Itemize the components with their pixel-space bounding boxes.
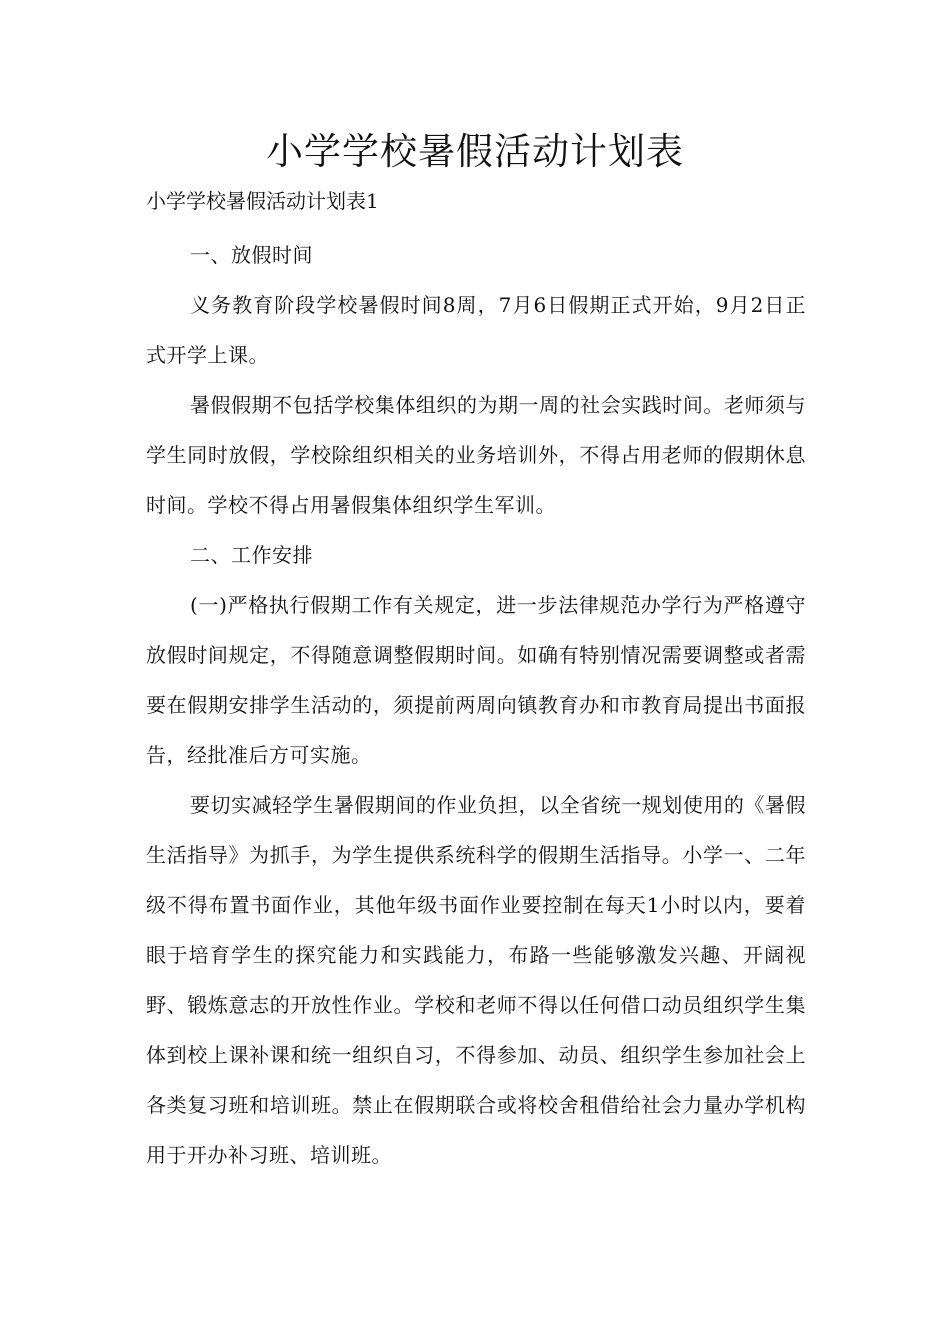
section-heading-work-arrangement: 二、工作安排 [190,543,313,567]
document-title: 小学学校暑假活动计划表 [266,130,684,173]
document-subtitle: 小学学校暑假活动计划表1 [146,189,379,213]
paragraph-homework-burden: 要切实减轻学生暑假期间的作业负担，以全省统一规划使用的《暑假生活指导》为抓手，为学生提供系统科学的假期生活指导。小学一、二年级不得布置书面作业，其他年级书面作业要控制在每天1小时以内，要着眼于培育学生的探究能力和实践能力，布路一些能够激发兴趣、开阔视野、锻炼意志的开放性作业。学校和老师不得以任何借口动员组织学生集体到校上课补课和统一组织自习，不得参加、动员、组织学生参加社会上各类复习班和培训班。禁止在假期联合或将校舍租借给社会力量办学机构用于开办补习班、培训班。 [146,793,806,1167]
paragraph-regulations: (一)严格执行假期工作有关规定，进一步法律规范办学行为严格遵守放假时间规定，不得随意调整假期时间。如确有特别情况需要调整或者需要在假期安排学生活动的，须提前两周向镇教育办和市教育局提出书面报告，经批准后方可实施。 [146,593,806,767]
paragraph-holiday-rules: 暑假假期不包括学校集体组织的为期一周的社会实践时间。老师须与学生同时放假，学校除组织相关的业务培训外，不得占用老师的假期休息时间。学校不得占用暑假集体组织学生军训。 [146,393,806,517]
section-heading-holiday-time: 一、放假时间 [190,243,313,267]
paragraph-holiday-dates: 义务教育阶段学校暑假时间8周，7月6日假期正式开始，9月2日正式开学上课。 [146,293,806,367]
document-body [146,230,806,1180]
